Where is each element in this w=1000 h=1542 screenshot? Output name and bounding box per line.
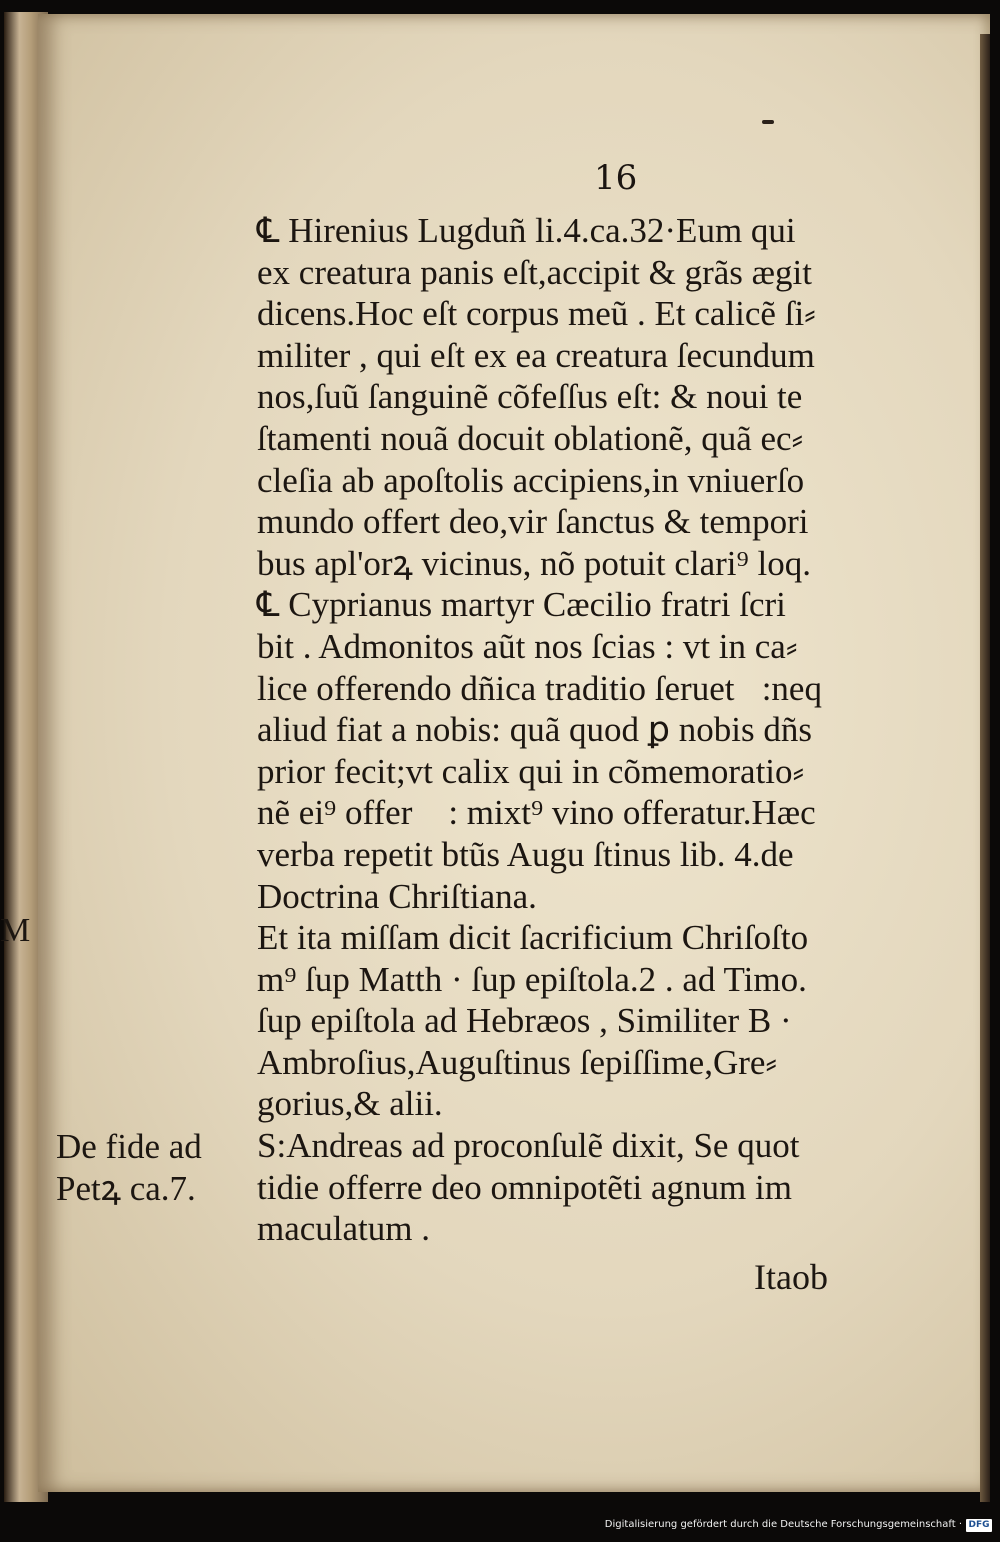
page-right-edge <box>980 34 990 1514</box>
text-line: bus apl'orꝝ vicinus, nõ potuit clari⁹ loq. <box>257 543 811 583</box>
text-line: ſup epiſtola ad Hebræos , Similiter B · <box>257 1001 792 1041</box>
funding-credit: Digitalisierung gefördert durch die Deutsche Forschungsgemeinschaft · <box>604 1519 962 1530</box>
marginal-note <box>56 1126 202 1210</box>
text-line: mundo offert deo,vir ſanctus & tempori <box>257 502 809 542</box>
text-line: verba repetit btũs Augu ſtinus lib. 4.de <box>257 834 794 874</box>
catchword: Itaob <box>754 1257 828 1297</box>
text-line: prior fecit;vt calix qui in cõmemoratio⸗ <box>257 751 805 791</box>
text-line: bit . Admonitos aũt nos ſcias : vt in ca⸗ <box>257 626 798 666</box>
text-line: S:Andreas ad proconſulẽ dixit, Se quot <box>257 1126 800 1166</box>
text-line: militer , qui eſt ex ea creatura ſecundum <box>257 335 815 375</box>
marginal-note-line: De fide ad <box>56 1127 202 1166</box>
text-line: gorius,& alii. <box>257 1084 443 1124</box>
ink-speck <box>762 120 774 124</box>
text-line: Doctrina Chriſtiana. <box>257 876 537 916</box>
facing-page-letter: M <box>0 912 31 949</box>
text-line: aliud fiat a nobis: quã quod ꝑ nobis dñs <box>257 710 812 750</box>
text-line: ℄ Cyprianus martyr Cæcilio fratri ſcri <box>257 585 786 625</box>
text-line: m⁹ ſup Matth · ſup epiſtola.2 . ad Timo. <box>257 959 807 999</box>
text-line: Ambroſius,Auguſtinus ſepiſſime,Gre⸗ <box>257 1042 778 1082</box>
text-line: ℄ Hirenius Lugduñ li.4.ca.32·Eum qui <box>257 211 796 250</box>
text-line: lice offerendo dñica traditio ſeruetᷣ:neqꝫ <box>257 668 850 708</box>
text-line: cleſia ab apoſtolis accipiens,in vniuerſo <box>257 460 805 500</box>
page-number: 16 <box>594 158 638 198</box>
text-line: nẽ ei⁹ offerᷣ : mixt⁹ vino offeratur.Hæc <box>257 793 816 833</box>
footer-bar <box>0 1502 1000 1542</box>
dfg-logo[interactable]: DFG <box>966 1519 992 1532</box>
text-line: ſtamenti nouã docuit oblationẽ, quã ec⸗ <box>257 418 804 458</box>
text-line: dicens.Hoc eſt corpus meũ . Et calicẽ ſi⸗ <box>257 294 816 334</box>
body-text <box>257 210 849 1250</box>
text-line: nos,ſuũ ſanguinẽ cõfeſſus eſt: & noui te <box>257 377 803 417</box>
text-line: tidie offerre deo omnipotẽti agnum im <box>257 1167 792 1207</box>
text-line: maculatum . <box>257 1209 431 1249</box>
text-line: ex creatura panis eſt,accipit & grãs ægit <box>257 252 812 292</box>
marginal-note-line: Petꝝ ca.7. <box>56 1169 196 1208</box>
text-line: Et ita miſſam dicit ſacrificium Chriſoſto <box>257 918 809 958</box>
